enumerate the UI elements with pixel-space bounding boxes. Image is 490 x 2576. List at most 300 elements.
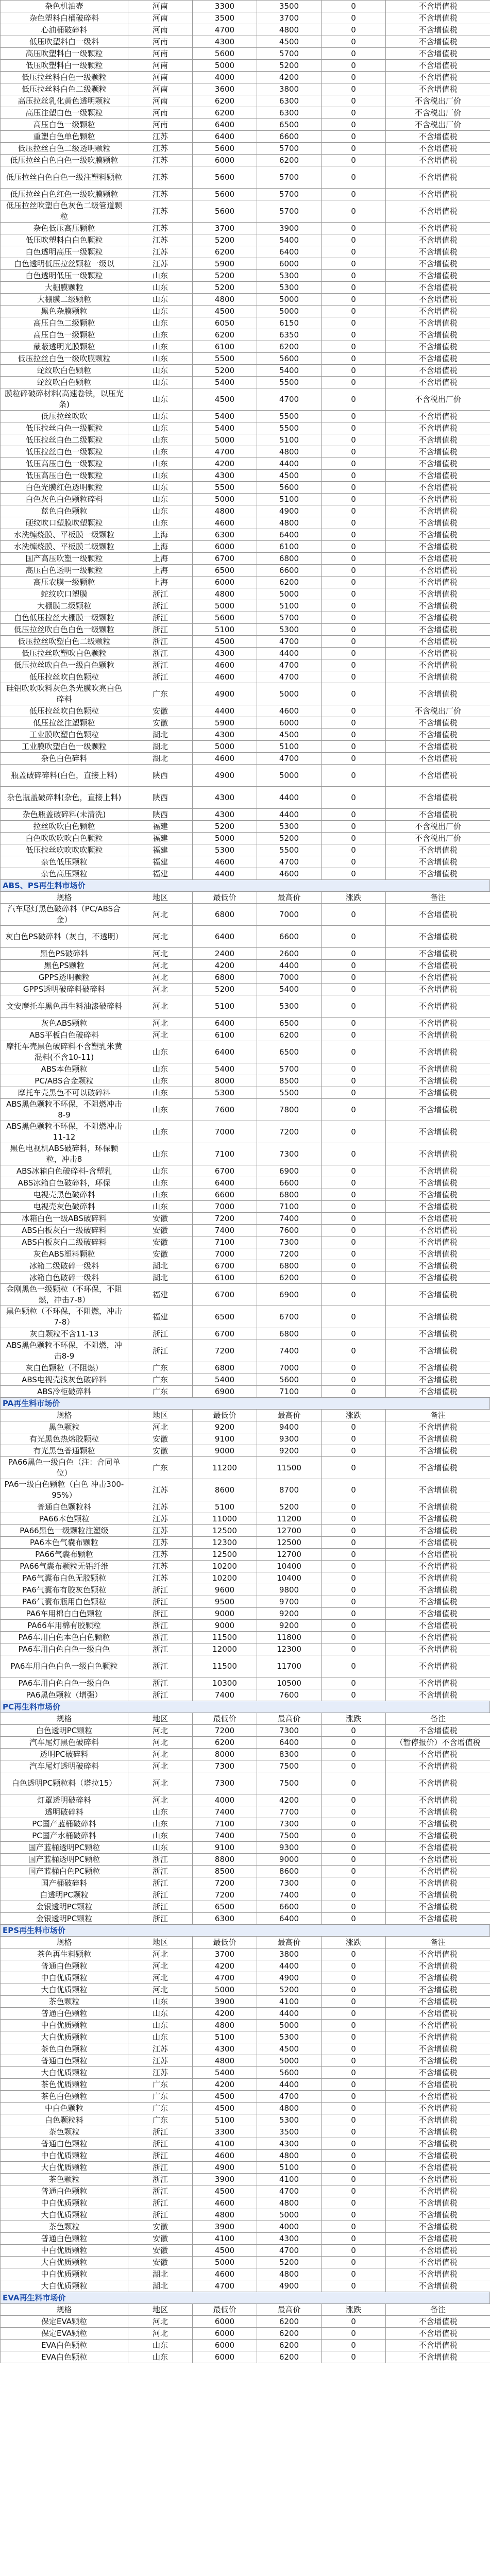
cell-max-price: 6200	[257, 341, 322, 353]
table-row	[1, 529, 490, 541]
cell-min-price: 7200	[193, 1213, 257, 1225]
table-row	[1, 1984, 490, 1996]
cell-min-price: 7300	[193, 1760, 257, 1772]
cell-min-price: 6400	[193, 119, 257, 131]
header-change: 涨跌	[322, 892, 386, 904]
cell-region: 山东	[128, 2031, 193, 2043]
cell-change: 0	[322, 1996, 386, 2008]
cell-max-price: 7200	[257, 1248, 322, 1260]
cell-note: 不含增值税	[386, 600, 490, 612]
cell-min-price: 4200	[193, 458, 257, 470]
cell-change: 0	[322, 1960, 386, 1972]
cell-note: 不含税出厂价	[386, 95, 490, 107]
cell-max-price: 4400	[257, 2008, 322, 2020]
cell-min-price: 3300	[193, 1, 257, 12]
cell-region: 湖北	[128, 729, 193, 741]
cell-max-price: 5700	[257, 166, 322, 189]
cell-region: 江苏	[128, 1479, 193, 1501]
cell-region: 广东	[128, 2079, 193, 2091]
cell-min-price: 5900	[193, 717, 257, 729]
cell-region: 安徽	[128, 1433, 193, 1445]
cell-region: 广东	[128, 1457, 193, 1479]
cell-note: 不含增值税	[386, 12, 490, 24]
cell-region: 山东	[128, 365, 193, 377]
cell-max-price: 6100	[257, 541, 322, 553]
cell-change: 0	[322, 131, 386, 143]
cell-change: 0	[322, 155, 386, 166]
cell-region: 河北	[128, 960, 193, 972]
cell-change: 0	[322, 1189, 386, 1201]
cell-spec: 低压拉丝料白色一级颗粒	[1, 72, 128, 83]
cell-max-price: 2600	[257, 948, 322, 960]
cell-min-price: 7600	[193, 1099, 257, 1121]
cell-min-price: 7100	[193, 1143, 257, 1165]
cell-region: 浙江	[128, 2150, 193, 2162]
table-row	[1, 868, 490, 880]
cell-change: 0	[322, 1737, 386, 1749]
table-row	[1, 1087, 490, 1099]
table-row	[1, 83, 490, 95]
header-region: 地区	[128, 892, 193, 904]
table-header-row	[1, 1937, 490, 1948]
cell-note: 不含增值税	[386, 1362, 490, 1374]
cell-region: 山东	[128, 505, 193, 517]
cell-max-price: 7500	[257, 1760, 322, 1772]
cell-min-price: 4300	[193, 729, 257, 741]
header-spec: 规格	[1, 1410, 128, 1421]
cell-change: 0	[322, 2150, 386, 2162]
cell-spec: 白色光膜红色透明颗粒	[1, 482, 128, 494]
cell-change: 0	[322, 833, 386, 844]
cell-spec: 大白优质颗粒	[1, 2067, 128, 2079]
table-row	[1, 2067, 490, 2079]
cell-spec: 水洗缠绕膜、平板膜二级颗粒	[1, 541, 128, 553]
cell-spec: PA6车用白色本色白色颗粒	[1, 1632, 128, 1643]
cell-max-price: 12700	[257, 1525, 322, 1537]
cell-change: 0	[322, 856, 386, 868]
table-row	[1, 294, 490, 306]
cell-note: 不含增值税	[386, 1689, 490, 1701]
cell-min-price: 7200	[193, 1725, 257, 1737]
table-row	[1, 1655, 490, 1677]
header-max-price: 最高价	[257, 1410, 322, 1421]
cell-max-price: 5600	[257, 1374, 322, 1386]
cell-change: 0	[322, 753, 386, 765]
header-spec: 规格	[1, 1937, 128, 1948]
cell-note: 不含增值税	[386, 48, 490, 60]
cell-change: 0	[322, 868, 386, 880]
cell-spec: 电视壳灰色破碎料	[1, 1201, 128, 1213]
cell-change: 0	[322, 1632, 386, 1643]
cell-note: 不含增值税	[386, 2103, 490, 2114]
cell-region: 江苏	[128, 2055, 193, 2067]
cell-max-price: 5100	[257, 494, 322, 505]
table-row	[1, 765, 490, 787]
cell-region: 河北	[128, 984, 193, 995]
cell-note: 不含增值税	[386, 1677, 490, 1689]
cell-change: 0	[322, 365, 386, 377]
cell-note: 不含增值税	[386, 1029, 490, 1041]
cell-change: 0	[322, 388, 386, 411]
cell-min-price: 11000	[193, 1513, 257, 1525]
cell-region: 浙江	[128, 2138, 193, 2150]
table-row	[1, 565, 490, 577]
cell-min-price: 9500	[193, 1596, 257, 1608]
cell-spec: GPPS透明破碎料破碎料	[1, 984, 128, 995]
cell-max-price: 5300	[257, 282, 322, 294]
cell-note: 不含增值税	[386, 411, 490, 422]
cell-min-price: 11500	[193, 1655, 257, 1677]
cell-spec: 低压拉丝白色二级颗粒	[1, 434, 128, 446]
cell-note: 不含增值税	[386, 2209, 490, 2221]
cell-spec: PA66气囊布颗粒无铝纤维	[1, 1561, 128, 1572]
cell-spec: 蓝色白色颗粒	[1, 505, 128, 517]
table-row	[1, 753, 490, 765]
table-row	[1, 2316, 490, 2328]
cell-region: 江苏	[128, 246, 193, 258]
cell-spec: 白色颗粒料	[1, 2114, 128, 2126]
cell-max-price: 11800	[257, 1632, 322, 1643]
cell-spec: 硅铝吹吹吹料灰色条光膜吹亮白色碎料	[1, 683, 128, 705]
cell-change: 0	[322, 2316, 386, 2328]
cell-note: 不含增值税	[386, 1889, 490, 1901]
table-row	[1, 107, 490, 119]
cell-max-price: 6200	[257, 2328, 322, 2340]
cell-change: 0	[322, 1018, 386, 1029]
cell-change: 0	[322, 1948, 386, 1960]
table-row	[1, 1889, 490, 1901]
cell-change: 0	[322, 60, 386, 72]
cell-spec: 金银透明PC颗粒	[1, 1901, 128, 1913]
cell-region: 上海	[128, 565, 193, 577]
cell-max-price: 9400	[257, 1421, 322, 1433]
cell-region: 河北	[128, 1421, 193, 1433]
price-table	[0, 1409, 490, 1701]
table-row	[1, 60, 490, 72]
table-header-row	[1, 2304, 490, 2316]
cell-min-price: 6200	[193, 246, 257, 258]
cell-max-price: 7100	[257, 1386, 322, 1398]
table-row	[1, 1632, 490, 1643]
header-spec: 规格	[1, 2304, 128, 2316]
cell-spec: 灰白色PS破碎料（灰白，不透明）	[1, 926, 128, 948]
cell-min-price: 5600	[193, 48, 257, 60]
cell-note: 不含增值税	[386, 753, 490, 765]
cell-max-price: 5200	[257, 833, 322, 844]
cell-spec: 低压吹塑料白白色颗粒	[1, 234, 128, 246]
cell-spec: 茶色颗粒	[1, 2174, 128, 2185]
cell-region: 河北	[128, 1948, 193, 1960]
cell-change: 0	[322, 282, 386, 294]
cell-change: 0	[322, 2174, 386, 2185]
cell-change: 0	[322, 741, 386, 753]
cell-region: 山东	[128, 470, 193, 482]
cell-change: 0	[322, 1513, 386, 1525]
cell-change: 0	[322, 2268, 386, 2280]
cell-region: 浙江	[128, 600, 193, 612]
cell-region: 福建	[128, 856, 193, 868]
cell-note: 不含增值税	[386, 1189, 490, 1201]
cell-region: 浙江	[128, 1866, 193, 1877]
cell-region: 山东	[128, 411, 193, 422]
cell-max-price: 4300	[257, 2138, 322, 2150]
cell-spec: 有光黑色普通颗粒	[1, 1445, 128, 1457]
cell-region: 湖北	[128, 2280, 193, 2292]
cell-max-price: 4200	[257, 72, 322, 83]
cell-min-price: 10200	[193, 1572, 257, 1584]
cell-note: 不含增值税	[386, 1996, 490, 2008]
cell-change: 0	[322, 1177, 386, 1189]
cell-spec: PA6气囊布瓶用白色颗粒	[1, 1596, 128, 1608]
cell-change: 0	[322, 648, 386, 659]
cell-note: 不含增值税	[386, 1818, 490, 1830]
cell-spec: 白色透明低压拉丝颗粒一级以	[1, 258, 128, 270]
cell-max-price: 8600	[257, 1866, 322, 1877]
cell-note: 不含增值税	[386, 588, 490, 600]
cell-max-price: 6800	[257, 1189, 322, 1201]
cell-region: 江苏	[128, 1525, 193, 1537]
cell-region: 山东	[128, 1099, 193, 1121]
table-row	[1, 282, 490, 294]
cell-change: 0	[322, 1201, 386, 1213]
header-spec: 规格	[1, 1713, 128, 1725]
cell-change: 0	[322, 1143, 386, 1165]
cell-max-price: 6900	[257, 1284, 322, 1306]
cell-region: 山东	[128, 317, 193, 329]
cell-max-price: 5200	[257, 60, 322, 72]
cell-spec: 中白优质颗粒	[1, 2150, 128, 2162]
cell-region: 浙江	[128, 624, 193, 636]
cell-note: 不含增值税	[386, 1501, 490, 1513]
cell-spec: 大白优质颗粒	[1, 2257, 128, 2268]
cell-min-price: 8800	[193, 1854, 257, 1866]
cell-min-price: 4200	[193, 2008, 257, 2020]
cell-max-price: 7000	[257, 904, 322, 926]
cell-max-price: 4400	[257, 2079, 322, 2091]
cell-min-price: 6300	[193, 1913, 257, 1925]
cell-region: 河北	[128, 1018, 193, 1029]
table-row	[1, 2008, 490, 2020]
cell-spec: 杂色瓶盖破碎料(未清洗)	[1, 809, 128, 821]
cell-spec: 普通白色颗粒	[1, 2138, 128, 2150]
cell-spec: ABS冰箱白色破碎料-含塑乳	[1, 1165, 128, 1177]
cell-region: 上海	[128, 553, 193, 565]
cell-note: 不含增值税	[386, 1063, 490, 1075]
cell-change: 0	[322, 1433, 386, 1445]
cell-region: 山东	[128, 434, 193, 446]
table-row	[1, 904, 490, 926]
cell-spec: 白色灰色白色颗粒碎料	[1, 494, 128, 505]
cell-max-price: 6200	[257, 1272, 322, 1284]
cell-spec: PA6黑色颗粒（增强）	[1, 1689, 128, 1701]
cell-region: 江苏	[128, 2043, 193, 2055]
cell-max-price: 5500	[257, 411, 322, 422]
cell-change: 0	[322, 1328, 386, 1340]
cell-region: 浙江	[128, 1877, 193, 1889]
cell-spec: 杂色白色碎料	[1, 753, 128, 765]
cell-min-price: 9000	[193, 1620, 257, 1632]
cell-min-price: 6100	[193, 341, 257, 353]
cell-min-price: 6000	[193, 541, 257, 553]
cell-change: 0	[322, 341, 386, 353]
cell-max-price: 6600	[257, 926, 322, 948]
cell-spec: 中白优质颗粒	[1, 2245, 128, 2257]
cell-region: 山东	[128, 494, 193, 505]
cell-min-price: 4000	[193, 1794, 257, 1806]
cell-max-price: 6800	[257, 1328, 322, 1340]
table-row	[1, 1737, 490, 1749]
cell-min-price: 5100	[193, 624, 257, 636]
cell-min-price: 7400	[193, 1830, 257, 1842]
cell-region: 河北	[128, 1737, 193, 1749]
cell-region: 江苏	[128, 155, 193, 166]
cell-min-price: 4300	[193, 787, 257, 809]
cell-change: 0	[322, 683, 386, 705]
cell-change: 0	[322, 1501, 386, 1513]
cell-max-price: 3800	[257, 83, 322, 95]
cell-spec: 大棚膜二级颗粒	[1, 600, 128, 612]
cell-min-price: 5200	[193, 984, 257, 995]
cell-min-price: 6700	[193, 1260, 257, 1272]
cell-note: 不含增值税	[386, 1041, 490, 1063]
cell-spec: 国产蓝桶透明PC颗粒	[1, 1842, 128, 1854]
cell-max-price: 9200	[257, 1445, 322, 1457]
cell-change: 0	[322, 2055, 386, 2067]
cell-spec: 蛇纹吹白色颗粒	[1, 365, 128, 377]
cell-max-price: 5300	[257, 624, 322, 636]
cell-note: 不含增值税	[386, 1374, 490, 1386]
cell-min-price: 4600	[193, 2197, 257, 2209]
cell-note: 不含增值税	[386, 1121, 490, 1143]
cell-min-price: 5400	[193, 411, 257, 422]
cell-region: 山东	[128, 1177, 193, 1189]
cell-min-price: 5200	[193, 821, 257, 833]
cell-region: 山东	[128, 282, 193, 294]
cell-note: 不含增值税	[386, 1760, 490, 1772]
cell-max-price: 4800	[257, 2150, 322, 2162]
cell-change: 0	[322, 2245, 386, 2257]
cell-max-price: 6600	[257, 1901, 322, 1913]
cell-max-price: 4700	[257, 659, 322, 671]
cell-max-price: 5700	[257, 189, 322, 200]
cell-change: 0	[322, 1260, 386, 1272]
cell-max-price: 5400	[257, 365, 322, 377]
table-row	[1, 1, 490, 12]
cell-note: 不含增值税	[386, 844, 490, 856]
cell-max-price: 6700	[257, 1306, 322, 1328]
cell-change: 0	[322, 1772, 386, 1794]
table-row	[1, 2328, 490, 2340]
cell-spec: 白透明PC颗粒	[1, 1889, 128, 1901]
cell-change: 0	[322, 2197, 386, 2209]
cell-change: 0	[322, 1877, 386, 1889]
cell-region: 江苏	[128, 131, 193, 143]
cell-note: 不含增值税	[386, 1806, 490, 1818]
cell-min-price: 7400	[193, 1806, 257, 1818]
cell-spec: EVA白色颗粒	[1, 2351, 128, 2363]
table-row	[1, 482, 490, 494]
cell-max-price: 4800	[257, 2103, 322, 2114]
cell-note: 不含增值税	[386, 1842, 490, 1854]
table-row	[1, 1029, 490, 1041]
cell-region: 福建	[128, 833, 193, 844]
table-row	[1, 1063, 490, 1075]
cell-spec: 黑色PS颗粒	[1, 960, 128, 972]
cell-region: 上海	[128, 541, 193, 553]
cell-min-price: 5600	[193, 612, 257, 624]
table-row	[1, 2114, 490, 2126]
cell-region: 上海	[128, 577, 193, 588]
header-max-price: 最高价	[257, 892, 322, 904]
section-title: EPS再生料市场价	[0, 1925, 490, 1936]
cell-region: 河北	[128, 1749, 193, 1760]
cell-change: 0	[322, 2221, 386, 2233]
cell-region: 江苏	[128, 1537, 193, 1549]
cell-max-price: 6000	[257, 717, 322, 729]
cell-max-price: 5300	[257, 2031, 322, 2043]
cell-spec: 中白色颗粒	[1, 2103, 128, 2114]
cell-note: 不含增值税	[386, 948, 490, 960]
cell-region: 湖北	[128, 2268, 193, 2280]
cell-spec: PA6气囊布白色无胶颗粒	[1, 1572, 128, 1584]
cell-spec: 低压拉丝白色红色一级吹膜颗粒	[1, 189, 128, 200]
cell-change: 0	[322, 960, 386, 972]
table-row	[1, 856, 490, 868]
cell-spec: PA66车用棉有胶颗粒	[1, 1620, 128, 1632]
cell-min-price: 4500	[193, 636, 257, 648]
cell-note: 不含税出厂价	[386, 821, 490, 833]
cell-note: 不含增值税	[386, 2008, 490, 2020]
table-row	[1, 741, 490, 753]
cell-spec: PC国产水桶破碎料	[1, 1830, 128, 1842]
cell-min-price: 6100	[193, 1272, 257, 1284]
cell-region: 安徽	[128, 705, 193, 717]
cell-note: 不含增值税	[386, 494, 490, 505]
table-header-row	[1, 1713, 490, 1725]
cell-max-price: 4200	[257, 1794, 322, 1806]
cell-max-price: 4400	[257, 458, 322, 470]
cell-max-price: 12700	[257, 1549, 322, 1561]
cell-change: 0	[322, 36, 386, 48]
cell-region: 河北	[128, 1760, 193, 1772]
cell-max-price: 5000	[257, 588, 322, 600]
cell-change: 0	[322, 1340, 386, 1362]
cell-region: 安徽	[128, 1225, 193, 1236]
cell-note: 不含增值税	[386, 717, 490, 729]
cell-note: 不含增值税	[386, 787, 490, 809]
cell-note: 不含增值税	[386, 24, 490, 36]
cell-change: 0	[322, 505, 386, 517]
cell-min-price: 3900	[193, 2174, 257, 2185]
cell-region: 安徽	[128, 2221, 193, 2233]
cell-max-price: 11500	[257, 1457, 322, 1479]
cell-min-price: 5600	[193, 166, 257, 189]
header-change: 涨跌	[322, 1713, 386, 1725]
cell-max-price: 4800	[257, 2197, 322, 2209]
header-note: 备注	[386, 1410, 490, 1421]
cell-min-price: 6700	[193, 1328, 257, 1340]
cell-min-price: 7400	[193, 1225, 257, 1236]
cell-max-price: 5000	[257, 765, 322, 787]
cell-spec: 灰白色颗粒（不阻燃）	[1, 1362, 128, 1374]
cell-max-price: 8500	[257, 1075, 322, 1087]
cell-note: 不含增值税	[386, 258, 490, 270]
cell-change: 0	[322, 377, 386, 388]
cell-change: 0	[322, 624, 386, 636]
cell-change: 0	[322, 1, 386, 12]
cell-region: 河北	[128, 1029, 193, 1041]
table-row	[1, 365, 490, 377]
